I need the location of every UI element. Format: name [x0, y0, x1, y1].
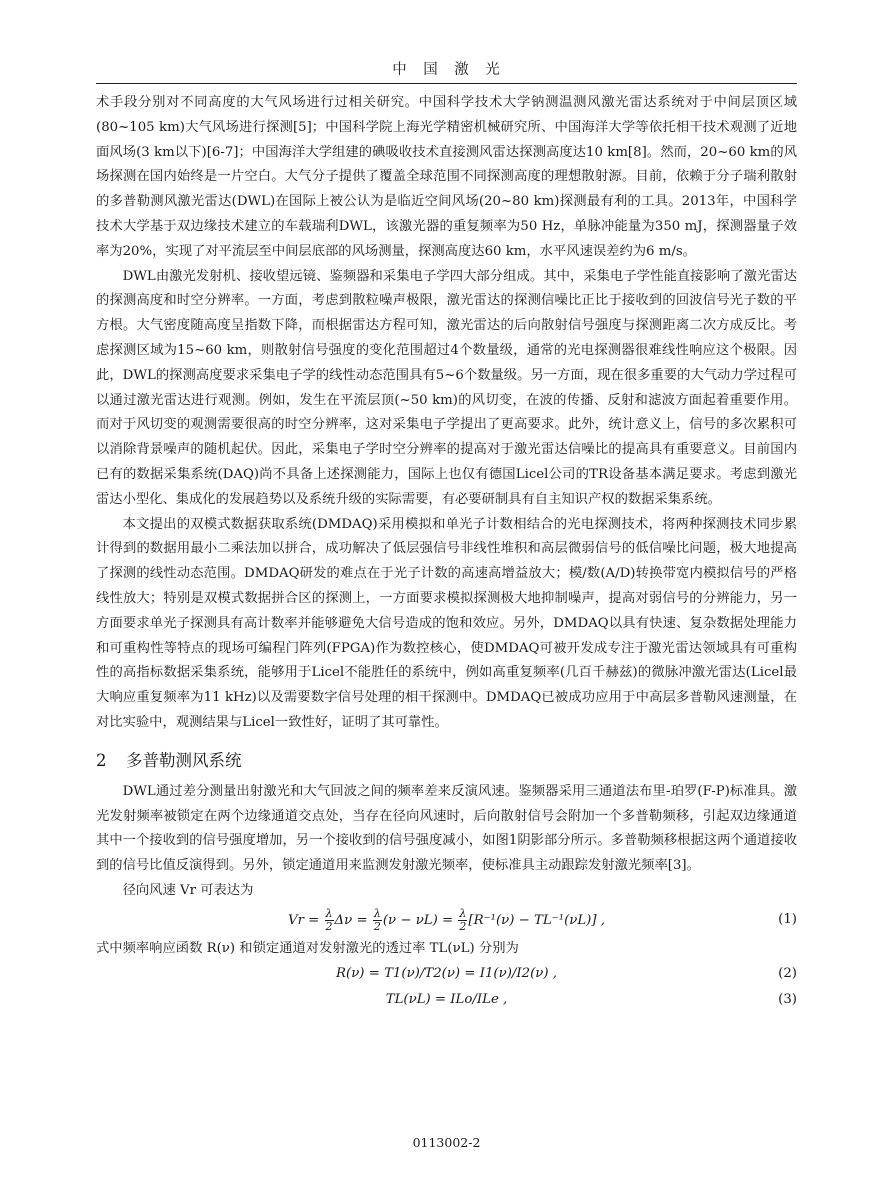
equation-1	[96, 904, 797, 937]
eq1-frac-c: $\frac{\lambda}{2}$	[459, 906, 467, 933]
article-body	[96, 91, 797, 1014]
eq1-term-1: Δν =	[334, 912, 368, 928]
paragraph-1: 术手段分别对不同高度的大气风场进行过相关研究。中国科学技术大学钠测温测风激光雷达系统对于中间层顶区域(80~105 km)大气风场进行探测[5]；中国科学院上海光学精密机械研究所、中国海洋大学等依托相干技术观测了近地面风场(3 km以下)[6-7]；中国海洋大学组建的碘吸收技术直接测风雷达探测高度达10 km[8]。然而，20~60 km的风场探测在国内始终是一片空白。大气分子提供了覆盖全球范围不同探测高度的理想散射源。目前，依赖于分子瑞利散射的多普勒测风激光雷达(DWL)在国际上被公认为是临近空间风场(20~80 km)探测最有利的工具。2013年，中国科学技术大学基于双边缘技术建立的车载瑞利DWL，该激光器的重复频率为50 Hz，单脉冲能量为350 mJ，探测器量子效率为20%，实现了对平流层至中间层底部的风场测量，探测高度达60 km，水平风速误差约为6 m/s。	[96, 95, 797, 259]
eq1-term-2: (ν − νL) =	[382, 912, 454, 928]
eq3-number: (3)	[778, 991, 797, 1007]
eq1-lhs: Vr =	[287, 912, 320, 928]
paragraph-5: 径向风速 Vr 可表达为	[122, 882, 254, 898]
section-number: 2	[96, 750, 107, 770]
paragraph-4: DWL通过差分测量出射激光和大气回波之间的频率差来反演风速。鉴频器采用三通道法布里-珀罗(F-P)标准具。激光发射频率被锁定在两个边缘通道交点处，当存在径向风速时，后向散射信号会附加一个多普勒频移，引起双边缘通道其中一个接收到的信号强度增加，另一个接收到的信号强度减小，如图1阴影部分所示。多普勒频移根据这两个通道接收到的信号比值反演得到。另外，锁定通道用来监测发射激光频率，使标准具主动跟踪发射激光频率[3]。	[96, 783, 797, 874]
equation-3	[96, 988, 797, 1014]
paragraph-3: 本文提出的双模式数据获取系统(DMDAQ)采用模拟和单光子计数相结合的光电探测技术，将两种探测技术同步累计得到的数据用最小二乘法加以拼合，成功解决了低层强信号非线性堆积和高层微弱信号的低信噪比问题，极大地提高了探测的线性动态范围。DMDAQ研发的难点在于光子计数的高速高增益放大；模/数(A/D)转换带宽内模拟信号的严格线性放大；特别是双模式数据拼合区的探测上，一方面要求模拟探测极大地抑制噪声，提高对弱信号的分辨能力，另一方面要求单光子探测具有高计数率并能够避免大信号造成的饱和效应。另外，DMDAQ以具有快速、复杂数据处理能力和可重构性等特点的现场可编程门阵列(FPGA)作为数控核心，使DMDAQ可被开发成专注于激光雷达领域具有可重构性的高指标数据采集系统，能够用于Licel不能胜任的系统中，例如高重复频率(几百千赫兹)的微脉冲激光雷达(Licel最大响应重复频率为11 kHz)以及需要数字信号处理的相干探测中。DMDAQ已被成功应用于中高层多普勒风速测量，在对比实验中，观测结果与Licel一致性好，证明了其可靠性。	[96, 516, 797, 730]
section-heading	[96, 749, 797, 773]
eq1-frac-a: $\frac{\lambda}{2}$	[325, 906, 333, 933]
equation-2	[96, 962, 797, 988]
paragraph-2: DWL由激光发射机、接收望远镜、鉴频器和采集电子学四大部分组成。其中，采集电子学性能直接影响了激光雷达的探测高度和时空分辨率。一方面，考虑到散粒噪声极限，激光雷达的探测信噪比正比于接收到的回波信号光子数的平方根。大气密度随高度呈指数下降，而根据雷达方程可知，激光雷达的后向散射信号强度与探测距离二次方成反比。考虑探测区域为15~60 km，则散射信号强度的变化范围超过4个数量级，通常的光电探测器很难线性响应这个极限。因此，DWL的探测高度要求采集电子学的线性动态范围具有5~6个数量级。另一方面，现在很多重要的大气动力学过程可以通过激光雷达进行观测。例如，发生在平流层顶(~50 km)的风切变，在波的传播、反射和滤波方面起着重要作用。而对于风切变的观测需要很高的时空分辨率，这对采集电子学提出了更高要求。此外，统计意义上，信号的多次累积可以消除背景噪声的随机起伏。因此，采集电子学时空分辨率的提高对于激光雷达信噪比的提高具有重要意义。目前国内已有的数据采集系统(DAQ)尚不具备上述探测能力，国际上也仅有德国Licel公司的TR设备基本满足要求。考虑到激光雷达小型化、集成化的发展趋势以及系统升级的实际需要，有必要研制具有自主知识产权的数据采集系统。	[96, 268, 797, 507]
section-title: 多普勒测风系统	[126, 750, 242, 770]
paragraph-6: 式中频率响应函数 R(ν) 和锁定通道对发射激光的透过率 TL(νL) 分别为	[96, 940, 519, 956]
eq2-expression: R(ν) = T1(ν)/T2(ν) = I1(ν)/I2(ν) ,	[336, 965, 557, 981]
page-number: 0113002-2	[412, 1135, 481, 1150]
eq1-frac-b: $\frac{\lambda}{2}$	[373, 906, 381, 933]
eq1-number: (1)	[778, 911, 797, 927]
header-rule	[96, 83, 797, 84]
eq1-term-3: [R⁻¹(ν) − TL⁻¹(νL)] ,	[468, 912, 606, 928]
eq3-expression: TL(νL) = ILo/ILe ,	[385, 991, 508, 1007]
journal-header: 中 国 激 光	[392, 62, 501, 78]
eq2-number: (2)	[778, 965, 797, 981]
